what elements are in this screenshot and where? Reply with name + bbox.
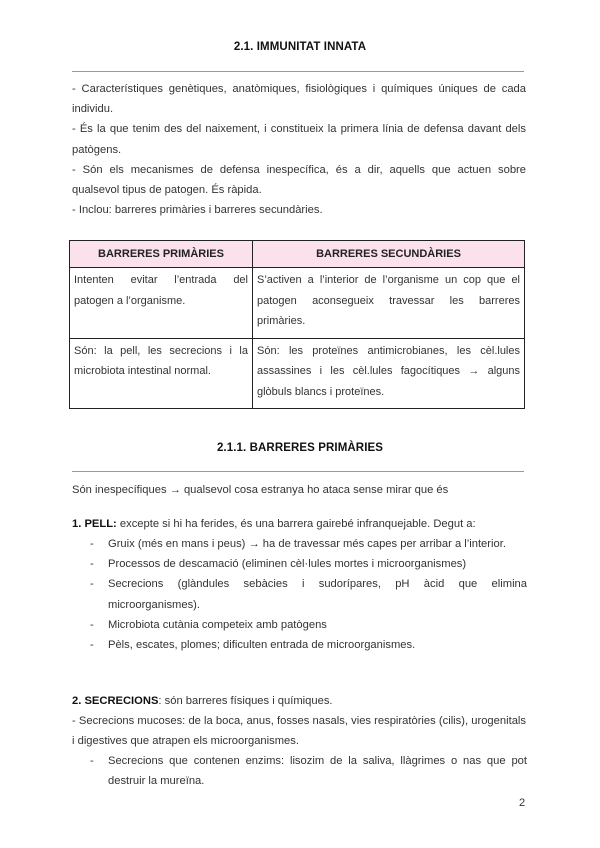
- secrecions-list: [72, 751, 527, 791]
- intro-line: - Característiques genètiques, anatòmiques, fisiològiques i químiques úniques de cada individu.: [72, 83, 526, 116]
- list-item: - Secrecions que contenen enzims: lisozim de la saliva, llàgrimes o nas que pot destruir la mureïna.: [72, 751, 527, 791]
- intro-list: [72, 79, 526, 220]
- list-item: - Microbiota cutània competeix amb patògens: [72, 615, 527, 635]
- table-cell: S’activen a l’interior de l’organisme un cop que el patogen aconsegueix travessar les barreres primàries.: [253, 268, 525, 339]
- intro-line: - Són els mecanismes de defensa inespecífica, és a dir, aquells que actuen sobre qualsevol tipus de patogen. És ràpida.: [72, 163, 526, 197]
- pell-heading-line: [72, 514, 526, 534]
- table-header-secondary: BARRERES SECUNDÀRIES: [253, 241, 525, 268]
- table-cell: Són: la pell, les secrecions i la microbiota intestinal normal.: [70, 338, 253, 409]
- table-row: [70, 338, 525, 409]
- section-divider: [72, 71, 524, 72]
- list-item: - Processos de descamació (eliminen cèl·lules mortes i microorganismes): [72, 554, 527, 574]
- intro-line: - Inclou: barreres primàries i barreres secundàries.: [72, 204, 323, 217]
- secrecions-heading: 2. SECRECIONS: [72, 695, 159, 707]
- barriers-table: [69, 240, 525, 409]
- pell-text: excepte si hi ha ferides, és una barrera gairebé infranquejable. Degut a:: [116, 518, 476, 530]
- table-cell: Són: les proteïnes antimicrobianes, les cèl.lules assassines i les cèl.lules fagocítiques → alguns glòbuls blancs i proteïnes.: [253, 338, 525, 409]
- pell-list: [72, 534, 527, 655]
- secrecions-line: - Secrecions mucoses: de la boca, anus, fosses nasals, vies respiratòries (cilis), urogenitals i digestives que atrapen els microorganismes.: [72, 715, 526, 748]
- subsection-divider: [72, 471, 524, 472]
- list-item: - Pèls, escates, plomes; dificulten entrada de microorganismes.: [72, 635, 527, 655]
- table-cell: Intenten evitar l’entrada del patogen a l’organisme.: [70, 268, 253, 339]
- secrecions-text: : són barreres físiques i químiques.: [158, 695, 333, 707]
- table-header-primary: BARRERES PRIMÀRIES: [70, 241, 253, 268]
- pell-heading: 1. PELL:: [72, 518, 117, 530]
- subsection-title: 2.1.1. BARRERES PRIMÀRIES: [216, 442, 384, 454]
- table-header-row: [70, 241, 525, 268]
- table-row: [70, 268, 525, 339]
- page-number: 2: [519, 797, 526, 809]
- subsection-intro: Són inespecífiques → qualsevol cosa estranya ho ataca sense mirar que és: [72, 484, 449, 496]
- list-item: - Secrecions (glàndules sebàcies i sudorípares, pH àcid que elimina microorganismes).: [72, 574, 527, 614]
- list-item: - Gruix (més en mans i peus) → ha de travessar més capes per arribar a l’interior.: [72, 534, 527, 554]
- intro-line: - És la que tenim des del naixement, i constitueix la primera línia de defensa davant dels patògens.: [72, 123, 526, 156]
- secrecions-heading-line: [72, 691, 526, 711]
- section-title: 2.1. IMMUNITAT INNATA: [233, 41, 367, 53]
